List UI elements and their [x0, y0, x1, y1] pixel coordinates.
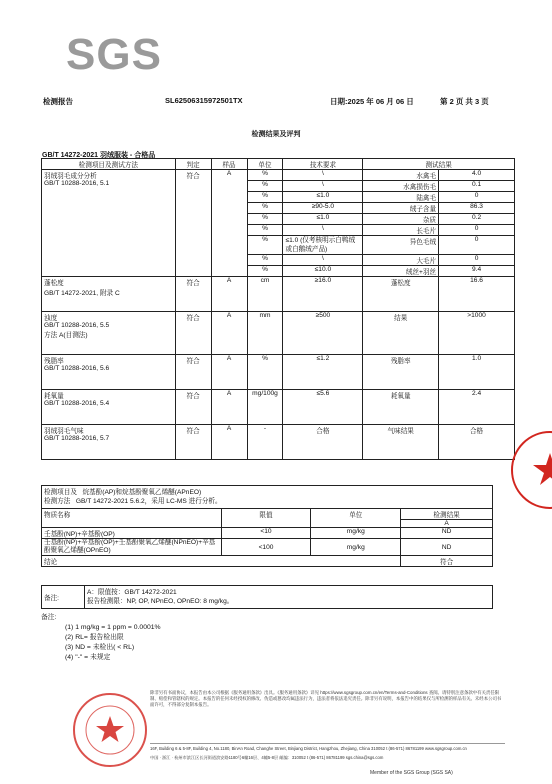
result-name-cell: 杂质 [363, 214, 439, 225]
test-item-line: GB/T 10288-2016, 5.7 [44, 435, 110, 442]
note-item: (4) "-" = 未规定 [65, 654, 111, 661]
unit-cell: % [247, 255, 283, 266]
requirement-cell: ≤1.2 [283, 355, 363, 390]
result-name-cell: 大毛片 [363, 255, 439, 266]
requirement-cell: \ [283, 225, 363, 236]
apeo-header-result: 检测结果 [401, 509, 493, 520]
inspection-stamp-right [510, 425, 552, 515]
requirement-cell: 合格 [283, 425, 363, 460]
unit-cell: % [247, 266, 283, 277]
remark-box [41, 585, 493, 609]
result-value-cell: 9.4 [439, 266, 515, 277]
apeo-row-result: ND [401, 528, 493, 539]
result-value-cell: 0 [439, 255, 515, 266]
verdict-cell: 符合 [175, 312, 211, 355]
result-name-cell: 异色毛绒 [363, 236, 439, 255]
notes [41, 613, 161, 663]
unit-cell: % [247, 192, 283, 203]
inspection-stamp-bottom [70, 690, 150, 770]
result-name-cell: 水禽毛 [363, 170, 439, 181]
result-value-cell: 合格 [439, 425, 515, 460]
result-name-cell: 残脂率 [363, 355, 439, 390]
unit-cell: % [247, 236, 283, 255]
result-value-cell: 2.4 [439, 390, 515, 425]
apeo-header-name: 物质名称 [42, 509, 222, 528]
verdict-cell: 符合 [175, 170, 211, 277]
apeo-item-label: 检测项目及 [44, 489, 77, 496]
page-title: 检测结果及评判 [251, 131, 301, 138]
table-row [42, 170, 515, 181]
column-header: 判定 [175, 159, 211, 170]
test-item-line: GB/T 10288-2016, 5.5 [44, 322, 110, 329]
unit-cell: % [247, 225, 283, 236]
note-item: (2) RL= 报告检出限 [65, 634, 124, 641]
column-header: 检测项目及测试方法 [42, 159, 176, 170]
sample-cell: A [211, 355, 247, 390]
result-name-cell: 绒丝+羽丝 [363, 266, 439, 277]
apeo-row-unit: mg/kg [311, 539, 401, 556]
result-name-cell: 长毛片 [363, 225, 439, 236]
requirement-cell: \ [283, 170, 363, 181]
test-item-cell [42, 312, 176, 355]
table-row [42, 390, 515, 425]
requirement-cell: ≥90-5.0 [283, 203, 363, 214]
report-label: 检测报告 [43, 97, 73, 106]
test-item-line: 羽绒羽毛气味 [44, 428, 84, 435]
apeo-row-result: ND [401, 539, 493, 556]
apeo-header-unit: 单位 [311, 509, 401, 528]
report-number: SL62506315972501TX [165, 96, 243, 105]
table-row [42, 539, 493, 556]
table-row [42, 277, 515, 312]
result-value-cell: 86.3 [439, 203, 515, 214]
result-value-cell: 16.6 [439, 277, 515, 312]
remark-line-2: 报告检测限：NP, OP, NPnEO, OPnEO: 8 mg/kg。 [87, 598, 234, 605]
unit-cell: cm [247, 277, 283, 312]
column-header: 样品 [211, 159, 247, 170]
verdict-cell: 符合 [175, 355, 211, 390]
apeo-table [41, 485, 493, 567]
address-line-cn: 中国 · 浙江 · 杭州市滨江区长河街道滨安路1180号6幢16层、4幢5-8层 邮编：310052 t (86-571) 86781199 sgs.china@sgs.com [150, 755, 384, 760]
requirement-cell: ≤5.6 [283, 390, 363, 425]
sgs-logo: SGS [66, 30, 162, 79]
verdict-cell: 符合 [175, 390, 211, 425]
column-header: 单位 [247, 159, 283, 170]
verdict-cell: 符合 [175, 277, 211, 312]
result-name-cell: 水禽损伤毛 [363, 181, 439, 192]
column-header: 测试结果 [363, 159, 515, 170]
table-row [42, 355, 515, 390]
apeo-sample-col: A [401, 520, 493, 528]
page-indicator: 第 2 页 共 3 页 [440, 97, 489, 106]
test-item-line: 方法 A(目测法) [44, 332, 88, 339]
test-item-cell [42, 390, 176, 425]
table-row [42, 425, 515, 460]
result-name-cell: 耗氧量 [363, 390, 439, 425]
test-item-line: 羽绒羽毛成分分析 [44, 173, 97, 180]
unit-cell: % [247, 170, 283, 181]
result-value-cell: 0 [439, 225, 515, 236]
test-item-cell [42, 425, 176, 460]
sample-cell: A [211, 312, 247, 355]
unit-cell: % [247, 355, 283, 390]
unit-cell: % [247, 214, 283, 225]
unit-cell: mm [247, 312, 283, 355]
result-value-cell: 0.2 [439, 214, 515, 225]
result-name-cell: 结果 [363, 312, 439, 355]
result-name-cell: 蓬松度 [363, 277, 439, 312]
requirement-cell: ≤1.0 (仅考核明示白鸭绒或白鹅绒产品) [283, 236, 363, 255]
column-header: 技术要求 [283, 159, 363, 170]
table-header-row [42, 159, 515, 170]
requirement-cell: ≥500 [283, 312, 363, 355]
unit-cell: % [247, 181, 283, 192]
note-item: (3) ND = 未检出( < RL) [65, 644, 135, 651]
result-name-cell: 气味结果 [363, 425, 439, 460]
requirement-cell: ≥16.0 [283, 277, 363, 312]
apeo-row-limit: <10 [221, 528, 311, 539]
result-value-cell: 0.1 [439, 181, 515, 192]
test-item-cell [42, 277, 176, 312]
test-item-line: 蓬松度 [44, 280, 64, 287]
apeo-header-limit: 限值 [221, 509, 311, 528]
member-line: Member of the SGS Group (SGS SA) [370, 770, 453, 776]
apeo-method-label: 检测方法 [44, 498, 71, 505]
address-line-en: 16F, Building 6 & 5-8F, Building 4, No.1180, BinAn Road, Changhe Street, Binjiang District, Hangzhou, Zhejiang, China 310052 t (86-571) 86781199 www.sgsgroup.com.cn [150, 746, 467, 751]
result-value-cell: 4.0 [439, 170, 515, 181]
test-item-line: GB/T 14272-2021, 附录 C [44, 290, 120, 297]
test-item-line: 耗氧量 [44, 393, 64, 400]
test-item-line: GB/T 10288-2016, 5.6 [44, 365, 110, 372]
company-address [150, 743, 505, 762]
apeo-conclusion-label: 结论 [42, 556, 401, 567]
remark-label: 备注: [42, 586, 85, 609]
remark-line-1: A：限值按：GB/T 14272-2021 [87, 589, 177, 596]
test-item-cell [42, 170, 176, 277]
terms-fine-print: 除非另有书面协议，本报告由本公司根据《服务通用条款》出具。《服务通用条款》详见 https://www.sgsgroup.com.cn/en/Terms-and-Conditions 查阅。请特别注意条款中有关责任限制、赔偿和管辖权的规定。本报告的任何未经授权的修改、伪造或篡改均属违法行为，违法者将依法追究责任。除非另有说明，本报告中的结果仅与所检测的样品有关。未经本公司书面许可，不得部分复制本报告。 [150, 690, 502, 707]
test-item-line: 浊度 [44, 315, 58, 322]
note-item: (1) 1 mg/kg = 1 ppm = 0.0001% [65, 624, 161, 631]
requirement-cell: ≤1.0 [283, 192, 363, 203]
apeo-row-name: 壬基酚(NP)+辛基酚(OP) [42, 528, 222, 539]
apeo-row-limit: <100 [221, 539, 311, 556]
requirement-cell: \ [283, 255, 363, 266]
result-value-cell: 0 [439, 192, 515, 203]
apeo-row-name: 壬基酚(NP)+辛基酚(OP)+壬基酚聚氧乙烯醚(NPnEO)+辛基酚聚氧乙烯醚(OPnEO) [42, 539, 222, 556]
requirement-cell: ≤1.0 [283, 214, 363, 225]
test-item-cell [42, 355, 176, 390]
apeo-row-unit: mg/kg [311, 528, 401, 539]
sample-cell: A [211, 277, 247, 312]
apeo-conclusion-value: 符合 [401, 556, 493, 567]
notes-label: 备注: [41, 614, 57, 621]
results-table [41, 158, 515, 460]
test-item-line: GB/T 10288-2016, 5.1 [44, 180, 110, 187]
test-item-line: GB/T 10288-2016, 5.4 [44, 400, 110, 407]
test-item-line: 残脂率 [44, 358, 64, 365]
sample-cell: A [211, 425, 247, 460]
table-row [42, 312, 515, 355]
requirement-cell: \ [283, 181, 363, 192]
apeo-method-value: GB/T 14272-2021 5.6.2，采用 LC-MS 进行分析。 [75, 498, 222, 505]
standard-title: GB/T 14272-2021 羽绒服装 - 合格品 [42, 152, 156, 159]
apeo-item-value: 烷基酚(AP)和烷基酚聚氧乙烯醚(APnEO) [82, 489, 202, 496]
result-name-cell: 绒子含量 [363, 203, 439, 214]
result-value-cell: >1000 [439, 312, 515, 355]
requirement-cell: ≤10.0 [283, 266, 363, 277]
unit-cell: % [247, 203, 283, 214]
result-value-cell: 0 [439, 236, 515, 255]
sample-cell: A [211, 390, 247, 425]
result-name-cell: 陆禽毛 [363, 192, 439, 203]
verdict-cell: 符合 [175, 425, 211, 460]
report-date: 日期:2025 年 06 月 06 日 [330, 97, 414, 106]
table-row [42, 528, 493, 539]
sample-cell: A [211, 170, 247, 277]
unit-cell: mg/100g [247, 390, 283, 425]
unit-cell: - [247, 425, 283, 460]
result-value-cell: 1.0 [439, 355, 515, 390]
